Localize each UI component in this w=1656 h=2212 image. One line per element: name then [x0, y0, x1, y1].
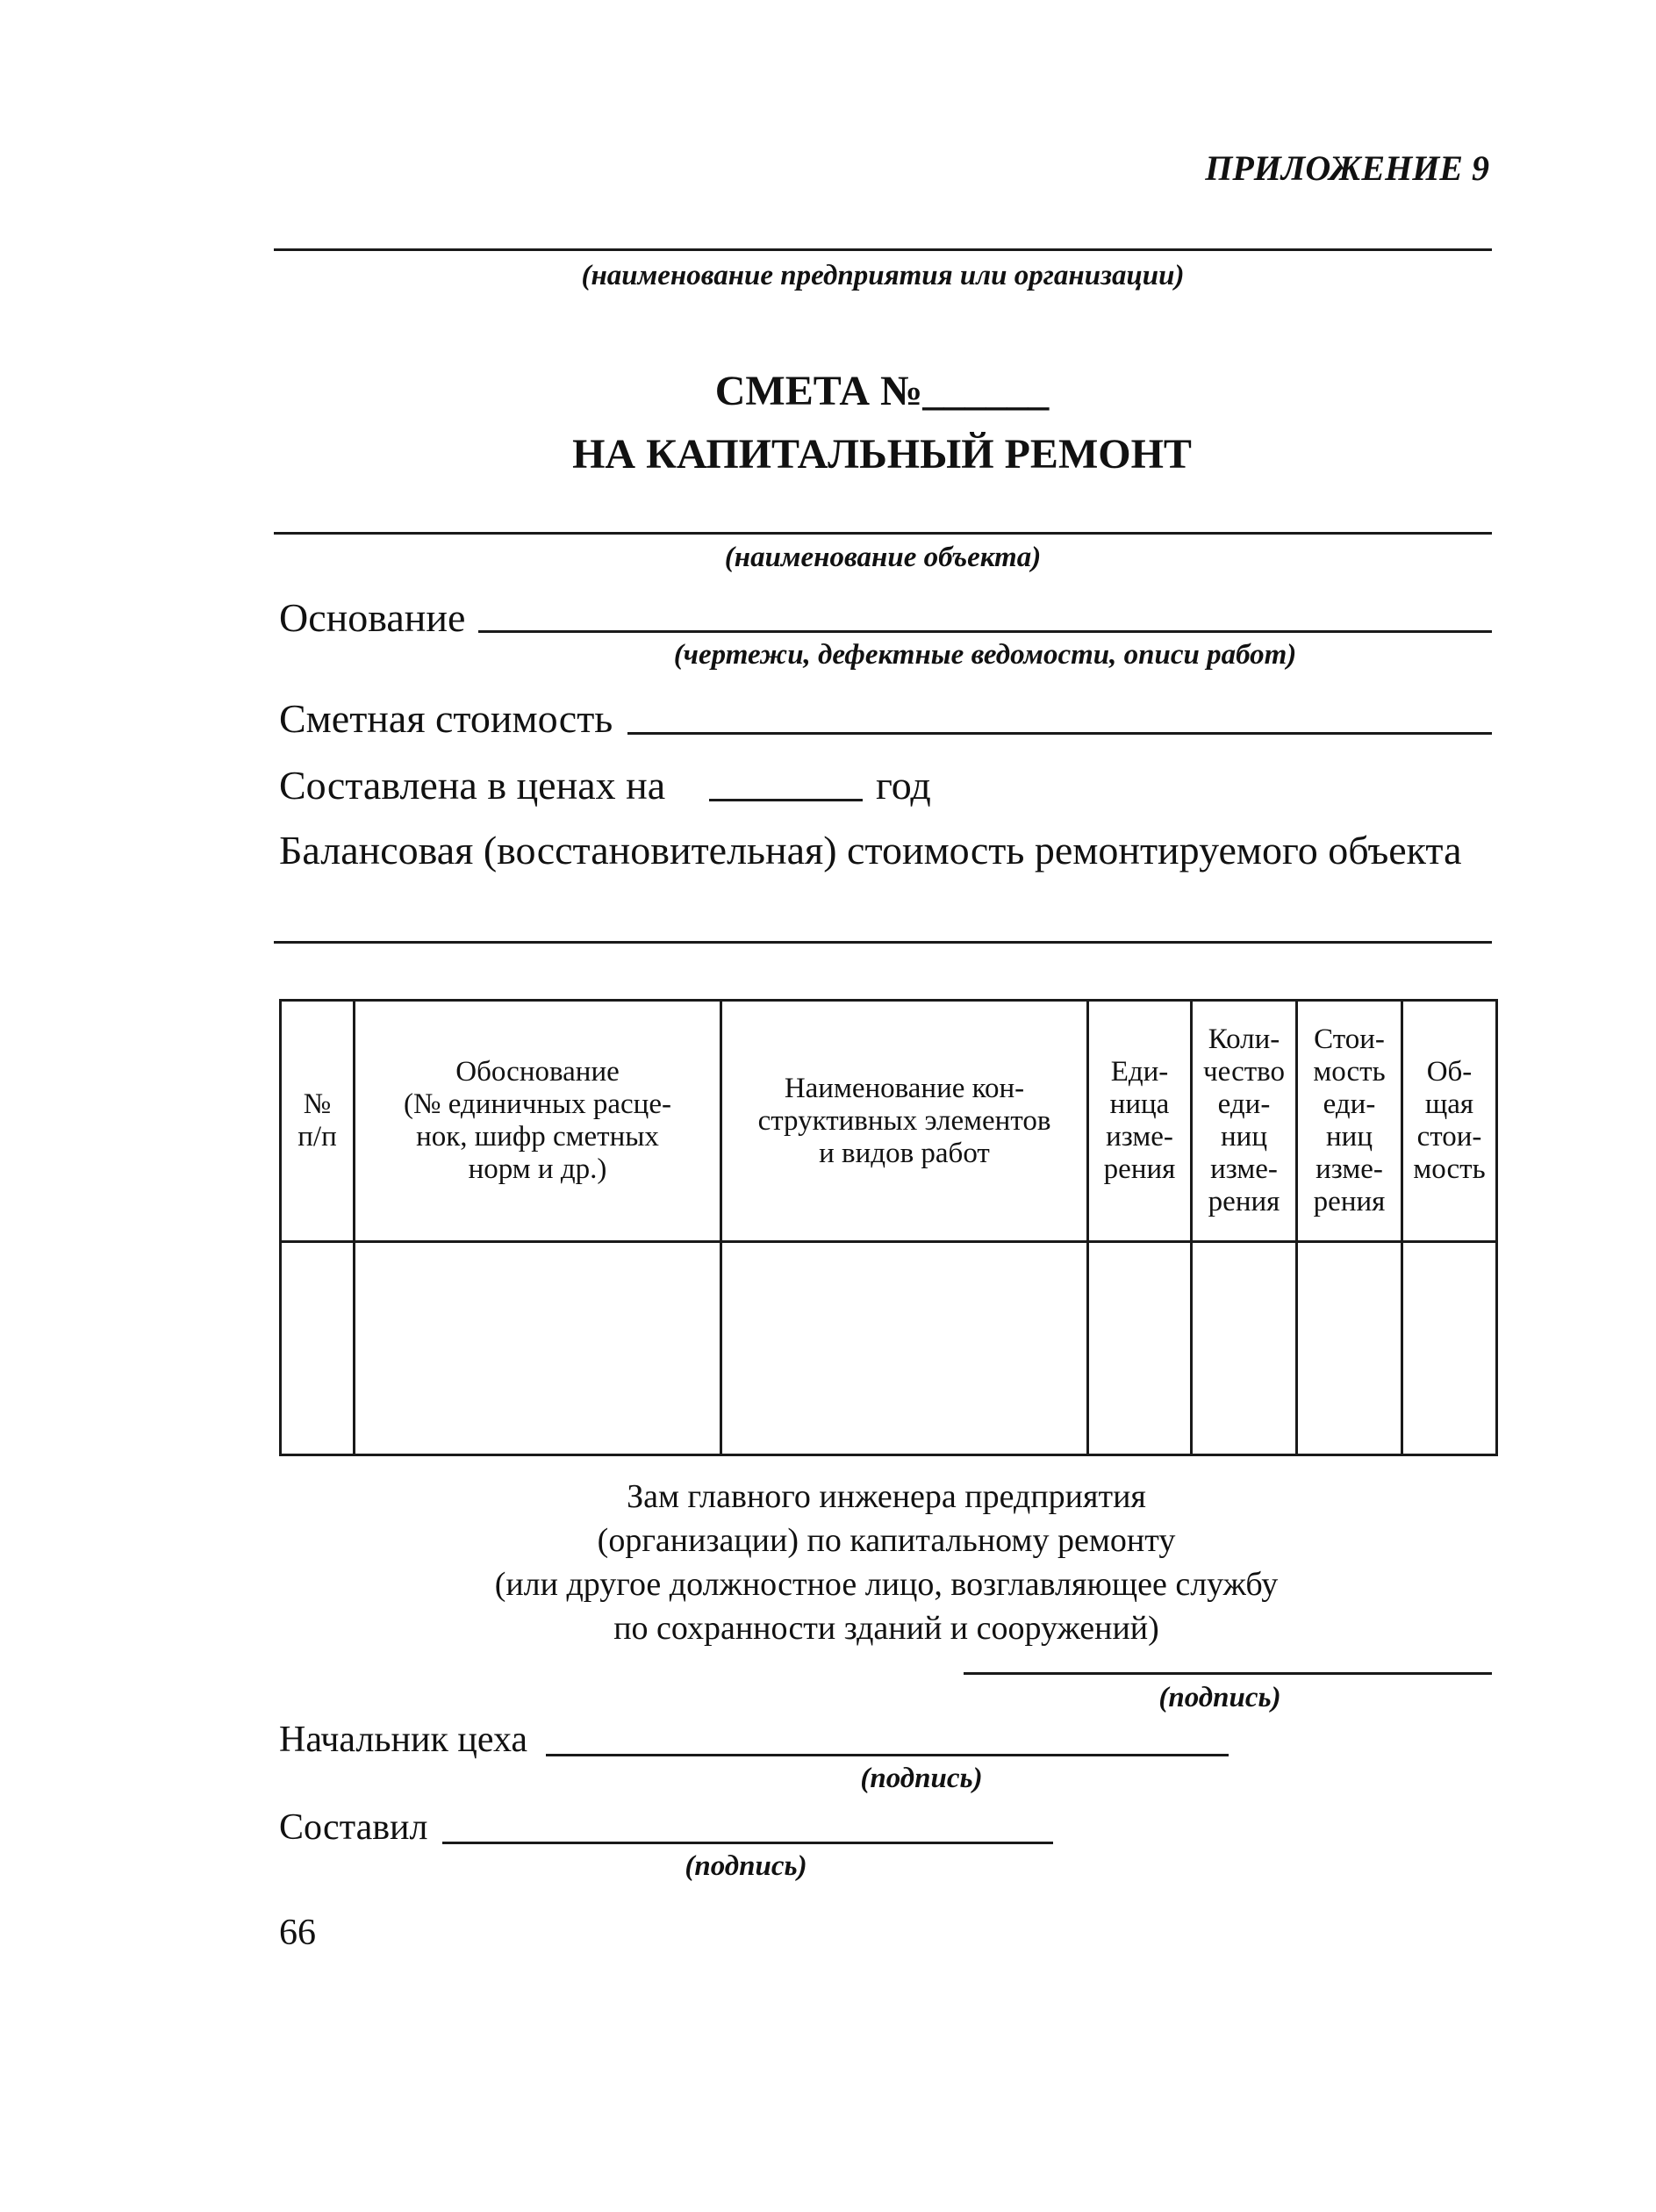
header-row-number: № п/п: [281, 1001, 355, 1242]
table-row: [281, 1242, 1497, 1455]
object-name-caption: (наименование объекта): [724, 542, 1042, 573]
cell-total-cost[interactable]: [1402, 1242, 1497, 1455]
cell-work-name[interactable]: [721, 1242, 1088, 1455]
header-unit: Еди- ница изме- рения: [1088, 1001, 1192, 1242]
prices-year-suffix: год: [876, 763, 931, 808]
shop-head-signature-caption: (подпись): [860, 1763, 983, 1794]
deputy-signature-line[interactable]: [964, 1672, 1492, 1675]
cell-unit[interactable]: [1088, 1242, 1192, 1455]
deputy-engineer-block: Зам главного инженера предприятия (организации) по капитальному ремонту (или другое должностное лицо, возглавляющее службу по сохранности зданий и сооружений): [494, 1478, 1279, 1647]
compiled-by-signature-caption: (подпись): [685, 1850, 807, 1882]
cell-quantity[interactable]: [1192, 1242, 1297, 1455]
basis-line[interactable]: [478, 630, 1492, 633]
shop-head-label: Начальник цеха: [279, 1720, 528, 1760]
compiled-by-label: Составил: [279, 1807, 428, 1848]
org-name-line: [274, 248, 1492, 251]
estimate-subtitle: НА КАПИТАЛЬНЫЙ РЕМОНТ: [572, 431, 1192, 478]
basis-caption: (чертежи, дефектные ведомости, описи работ): [673, 639, 1297, 671]
prices-label: Составлена в ценах на: [279, 763, 666, 808]
estimate-table: [279, 999, 1498, 1456]
header-quantity: Коли- чество еди- ниц изме- рения: [1192, 1001, 1297, 1242]
shop-head-signature-line[interactable]: [546, 1754, 1229, 1756]
balance-cost-line[interactable]: [274, 941, 1492, 944]
appendix-label: ПРИЛОЖЕНИЕ 9: [1205, 148, 1489, 188]
estimated-cost-line[interactable]: [627, 732, 1492, 735]
org-name-caption: (наименование предприятия или организации): [581, 260, 1185, 291]
cell-unit-cost[interactable]: [1297, 1242, 1402, 1455]
prices-year-line[interactable]: [709, 799, 863, 801]
cell-basis[interactable]: [355, 1242, 721, 1455]
estimated-cost-label: Сметная стоимость: [279, 696, 613, 741]
object-name-line: [274, 532, 1492, 535]
header-total-cost: Об- щая стои- мость: [1402, 1001, 1497, 1242]
estimate-title: СМЕТА №______: [714, 368, 1050, 414]
header-basis: Обоснование (№ единичных расце- нок, шифр сметных норм и др.): [355, 1001, 721, 1242]
header-unit-cost: Стои- мость еди- ниц изме- рения: [1297, 1001, 1402, 1242]
page-number: 66: [279, 1913, 316, 1953]
balance-cost-label: Балансовая (восстановительная) стоимость ремонтируемого объекта: [279, 828, 1462, 873]
basis-label: Основание: [279, 595, 466, 640]
header-work-name: Наименование кон- структивных элементов и видов работ: [721, 1001, 1088, 1242]
deputy-signature-caption: (подпись): [1158, 1682, 1281, 1713]
compiled-by-signature-line[interactable]: [442, 1842, 1053, 1844]
cell-row-number[interactable]: [281, 1242, 355, 1455]
table-header-row: [281, 1001, 1497, 1242]
